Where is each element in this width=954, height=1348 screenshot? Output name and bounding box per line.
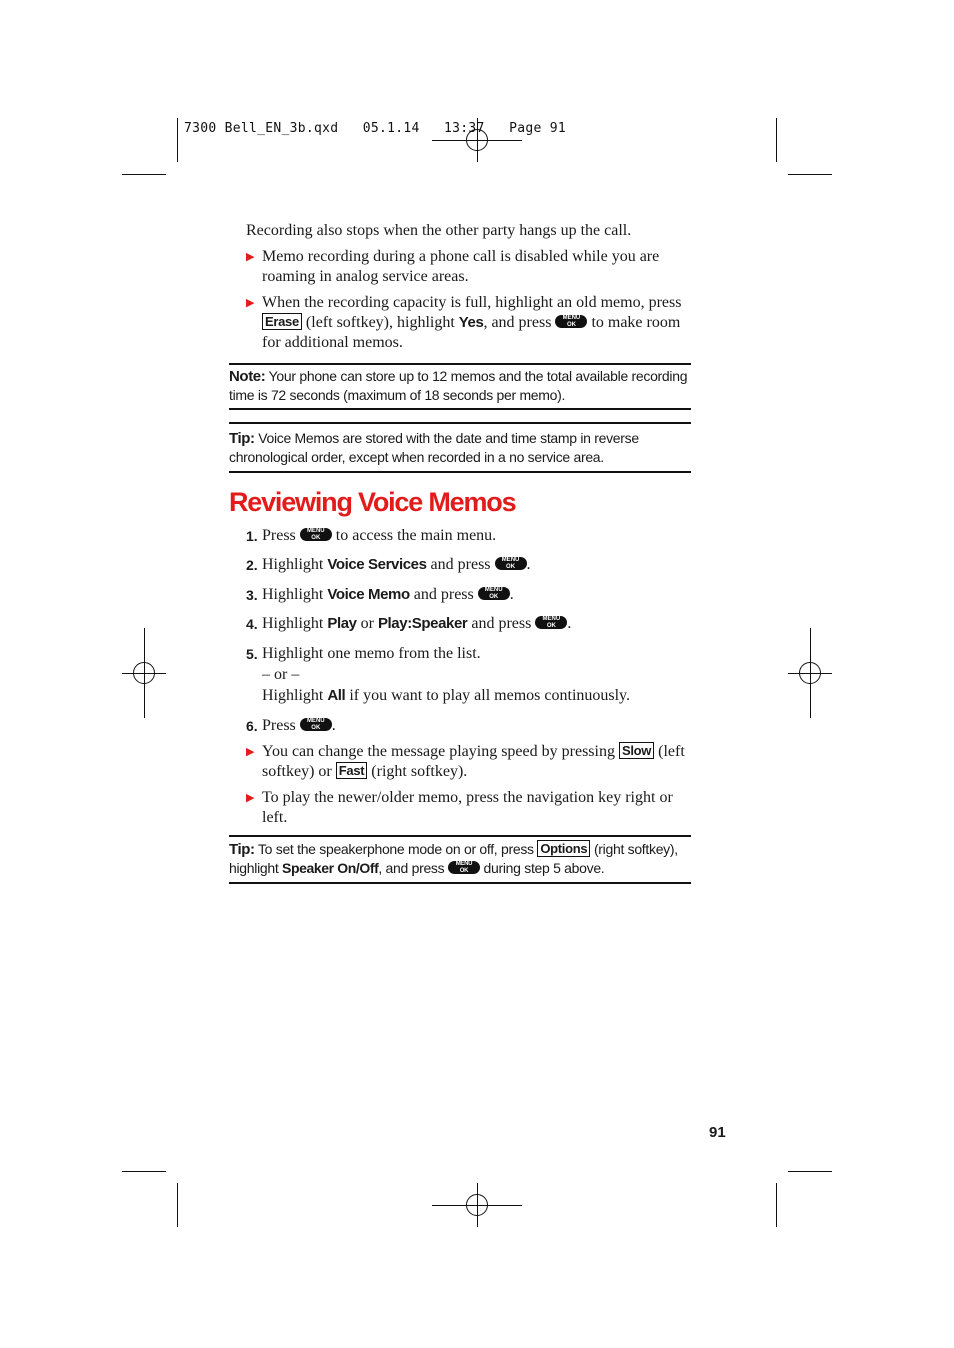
fast-softkey: Fast	[336, 762, 368, 779]
bullet-arrow-icon: ▶	[246, 792, 255, 804]
menu-ok-key-icon: MENU OK	[495, 557, 527, 570]
step-5: Highlight one memo from the list. – or – Highlight All if you want to play all memos continuously.	[262, 645, 631, 704]
menu-ok-key-icon: MENU OK	[478, 587, 510, 600]
page-number: 91	[709, 1124, 726, 1141]
note-bottom-rule	[229, 408, 691, 410]
step-number: 2.	[246, 557, 258, 573]
section-heading: Reviewing Voice Memos	[229, 487, 516, 517]
bullet-arrow-icon: ▶	[246, 251, 255, 263]
tip-box	[229, 429, 691, 467]
tip2-box: Tip: To set the speakerphone mode on or off, press Options (right softkey), highlight Speaker On/Off, and press MENU OK during step 5 above.	[229, 841, 678, 876]
tip2-bottom-rule	[229, 882, 691, 884]
step-number: 5.	[246, 646, 258, 662]
tip-label: Tip:	[229, 430, 255, 447]
menu-ok-key-icon: MENU OK	[555, 315, 587, 328]
tip-bottom-rule	[229, 471, 691, 473]
bullet-capacity: When the recording capacity is full, highlight an old memo, press Erase (left softkey), highlight Yes, and press MENU OK to make room for additional memos.	[262, 294, 682, 351]
bullet-arrow-icon: ▶	[246, 297, 255, 309]
step-4: Highlight Play or Play:Speaker and press MENU OK .	[262, 615, 572, 632]
menu-ok-key-icon: MENU OK	[535, 616, 567, 629]
note-label: Note:	[229, 368, 266, 385]
step-2: Highlight Voice Services and press MENU OK .	[262, 556, 531, 573]
file-slug: 7300 Bell_EN_3b.qxd 05.1.14 13:37 Page 91	[184, 121, 566, 136]
note-box	[229, 367, 691, 405]
step-number: 3.	[246, 587, 258, 603]
menu-ok-key-icon: MENU OK	[300, 528, 332, 541]
step-6: Press MENU OK .	[262, 717, 336, 734]
intro-text: Recording also stops when the other party hangs up the call.	[246, 222, 632, 239]
bullet-speed: You can change the message playing speed by pressing Slow (left softkey) or Fast (right softkey).	[262, 743, 685, 780]
note-top-rule	[229, 363, 691, 365]
step-number: 4.	[246, 616, 258, 632]
menu-ok-key-icon: MENU OK	[448, 861, 480, 874]
menu-ok-key-icon: MENU OK	[300, 718, 332, 731]
tip-top-rule	[229, 422, 691, 424]
step-3: Highlight Voice Memo and press MENU OK .	[262, 586, 514, 603]
slow-softkey: Slow	[619, 742, 654, 759]
tip-text: Voice Memos are stored with the date and time stamp in reverse chronological order, except when recorded in a no service area.	[229, 430, 639, 465]
tip2-top-rule	[229, 835, 691, 837]
bullet-navigation: To play the newer/older memo, press the navigation key right or left.	[262, 789, 673, 826]
step-1: Press MENU OK to access the main menu.	[262, 527, 497, 544]
step-number: 1.	[246, 528, 258, 544]
bullet-arrow-icon: ▶	[246, 746, 255, 758]
options-softkey: Options	[537, 840, 590, 857]
erase-softkey: Erase	[262, 313, 302, 330]
step-number: 6.	[246, 718, 258, 734]
bullet-analog: Memo recording during a phone call is disabled while you are roaming in analog service areas.	[262, 248, 660, 285]
note-text: Your phone can store up to 12 memos and the total available recording time is 72 seconds (maximum of 18 seconds per memo).	[229, 368, 688, 403]
tip2-label: Tip:	[229, 841, 255, 858]
